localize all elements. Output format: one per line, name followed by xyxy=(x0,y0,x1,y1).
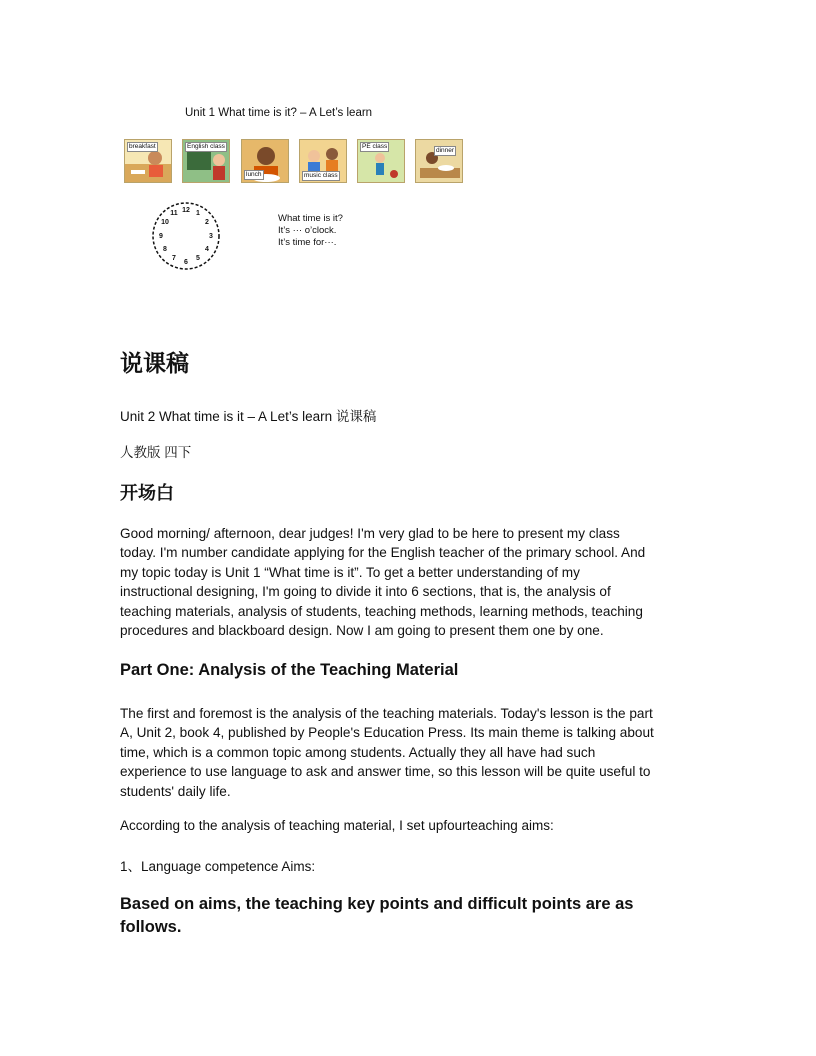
clock-number: 1 xyxy=(196,210,200,217)
edition-label: 人教版 四下 xyxy=(120,445,192,460)
paragraph-line: my topic today is Unit 1 “What time is it”. To get a better understanding of my xyxy=(120,564,580,580)
card-label: PE class xyxy=(362,143,388,150)
card-label: lunch xyxy=(246,171,262,178)
part-one-heading: Part One: Analysis of the Teaching Material xyxy=(120,661,459,679)
card-label: breakfast xyxy=(129,143,156,150)
card-breakfast xyxy=(124,139,172,183)
clock-text-line: It’s time for···. xyxy=(278,237,337,248)
paragraph-line: A, Unit 2, book 4, published by People's Education Press. Its main theme is talking about xyxy=(120,725,654,741)
clock-number: 5 xyxy=(196,255,200,262)
key-points-heading: Based on aims, the teaching key points and difficult points are as follows. xyxy=(120,895,634,936)
document-subtitle: Unit 2 What time is it – A Let’s learn 说课稿 xyxy=(120,409,377,424)
paragraph-line: today. I'm number candidate applying for the English teacher of the primary school. And xyxy=(120,545,646,561)
document-heading: 说课稿 xyxy=(120,351,189,377)
clock-number: 9 xyxy=(159,233,163,240)
paragraph-line: time, which is a common topic among students. Actually they all have had such xyxy=(120,744,596,760)
clock-number: 10 xyxy=(161,219,169,226)
card-label: dinner xyxy=(436,147,455,154)
paragraph-line: experience to use language to ask and answer time, so this lesson will be quite useful to xyxy=(120,764,651,780)
card-label: music class xyxy=(304,172,338,179)
aim-item: 1、Language competence Aims: xyxy=(120,859,316,874)
card-music-class xyxy=(299,139,347,183)
aims-intro: According to the analysis of teaching material, I set upfourteaching aims: xyxy=(120,818,554,833)
paragraph-line: procedures and blackboard design. Now I am going to present them one by one. xyxy=(120,623,604,639)
opening-heading: 开场白 xyxy=(120,483,174,504)
card-english-class xyxy=(182,139,230,183)
paragraph-line: Good morning/ afternoon, dear judges! I'm very glad to be here to present my class xyxy=(120,526,620,541)
clock-number: 4 xyxy=(205,246,209,253)
figure-title: Unit 1 What time is it? – A Let’s learn xyxy=(185,107,373,119)
clock-number: 8 xyxy=(163,246,167,253)
card-lunch xyxy=(241,139,289,183)
card-pe-class xyxy=(357,139,405,183)
clock-face-icon xyxy=(150,200,222,272)
clock-number: 7 xyxy=(172,255,176,262)
clock-number: 6 xyxy=(184,259,188,266)
part-one-paragraph xyxy=(120,704,700,801)
paragraph-line: teaching materials, analysis of students, teaching methods, learning methods, teaching xyxy=(120,603,643,619)
clock-text-line: What time is it? xyxy=(278,213,343,224)
card-label: English class xyxy=(187,143,225,150)
clock-number: 3 xyxy=(209,233,213,240)
paragraph-line: students' daily life. xyxy=(120,783,231,799)
clock-question-text xyxy=(278,213,343,249)
clock-number: 11 xyxy=(170,210,178,217)
clock-number: 2 xyxy=(205,219,209,226)
paragraph-line: The first and foremost is the analysis of the teaching materials. Today's lesson is the part xyxy=(120,706,653,721)
clock-text-line: It’s ··· o’clock. xyxy=(278,225,337,236)
card-dinner xyxy=(415,139,463,183)
clock-number: 12 xyxy=(182,207,190,214)
paragraph-line: instructional designing, I'm going to divide it into 6 sections, that is, the analysis of xyxy=(120,584,611,600)
opening-paragraph xyxy=(120,524,700,640)
